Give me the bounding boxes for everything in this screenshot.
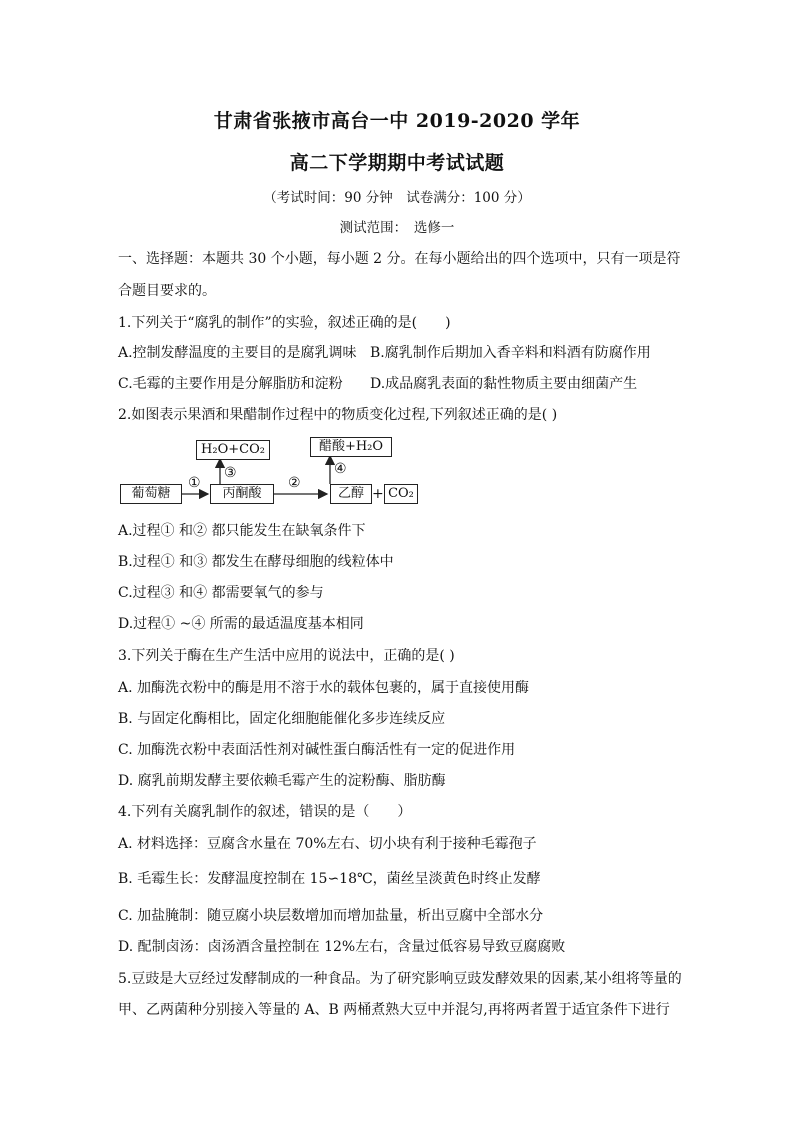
- box-acetic-acid: 醋酸+H₂O: [310, 437, 392, 457]
- box-h2o-co2: H₂O+CO₂: [196, 440, 270, 460]
- q3-option-b: B. 与固定化酶相比，固定化细胞能催化多步连续反应: [118, 711, 446, 727]
- q1-option-d: D.成品腐乳表面的黏性物质主要由细菌产生: [370, 376, 638, 392]
- section-intro-line-1: 一、选择题：本题共 30 个小题，每小题 2 分。在每小题给出的四个选项中，只有一项是符: [118, 251, 681, 267]
- q2-option-c: C.过程③ 和④ 都需要氧气的参与: [118, 585, 324, 601]
- q1-option-a: A.控制发酵温度的主要目的是腐乳调味: [118, 345, 357, 361]
- q2-option-b: B.过程① 和③ 都发生在酵母细胞的线粒体中: [118, 554, 394, 570]
- label-step-4: ④: [334, 461, 347, 477]
- q1-option-c: C.毛霉的主要作用是分解脂肪和淀粉: [118, 376, 343, 392]
- q3-option-d: D. 腐乳前期发酵主要依赖毛霉产生的淀粉酶、脂肪酶: [118, 773, 446, 789]
- box-co2: CO₂: [384, 484, 418, 504]
- exam-info: （考试时间：90 分钟 试卷满分：100 分）: [263, 190, 531, 206]
- q3-option-c: C. 加酶洗衣粉中表面活性剂对碱性蛋白酶活性有一定的促进作用: [118, 742, 516, 758]
- box-ethanol: 乙醇: [330, 484, 372, 504]
- title-line-1: 甘肃省张掖市高台一中 2019-2020 学年: [213, 110, 581, 132]
- plus-sign: +: [372, 486, 384, 502]
- q3-stem: 3.下列关于酶在生产生活中应用的说法中，正确的是( ): [118, 648, 455, 664]
- q5-line-2: 甲、乙两菌种分别接入等量的 A、B 两桶煮熟大豆中并混匀,再将两者置于适宜条件下进行: [118, 1002, 670, 1018]
- q2-stem: 2.如图表示果酒和果醋制作过程中的物质变化过程,下列叙述正确的是( ): [118, 407, 558, 423]
- metabolism-diagram: [120, 434, 420, 508]
- q5-line-1: 5.豆豉是大豆经过发酵制成的一种食品。为了研究影响豆豉发酵效果的因素,某小组将等量的: [118, 971, 682, 987]
- label-step-3: ③: [224, 465, 237, 481]
- q4-stem: 4.下列有关腐乳制作的叙述，错误的是（ ）: [118, 804, 412, 820]
- q3-option-a: A. 加酶洗衣粉中的酶是用不溶于水的载体包裹的，属于直接使用酶: [118, 680, 530, 696]
- q4-option-c: C. 加盐腌制：随豆腐小块层数增加而增加盐量，析出豆腐中全部水分: [118, 908, 544, 924]
- q2-option-d: D.过程① ~④ 所需的最适温度基本相同: [118, 616, 364, 632]
- q2-option-a: A.过程① 和② 都只能发生在缺氧条件下: [118, 523, 366, 539]
- q1-options-row-2: [118, 373, 688, 393]
- label-step-1: ①: [188, 475, 201, 491]
- q1-stem: 1.下列关于“腐乳的制作”的实验，叙述正确的是( ): [118, 315, 451, 331]
- box-glucose: 葡萄糖: [120, 484, 182, 504]
- q1-options-row-1: [118, 342, 688, 362]
- title-line-2: 高二下学期期中考试试题: [289, 152, 505, 174]
- test-scope: 测试范围： 选修一: [339, 220, 455, 236]
- section-intro-line-2: 合题目要求的。: [118, 283, 216, 299]
- q4-option-a: A. 材料选择：豆腐含水量在 70%左右、切小块有利于接种毛霉孢子: [118, 836, 537, 852]
- q4-option-b: B. 毛霉生长：发酵温度控制在 15∽18℃，菌丝呈淡黄色时终止发酵: [118, 871, 541, 887]
- q1-option-b: B.腐乳制作后期加入香辛料和料酒有防腐作用: [370, 345, 651, 361]
- box-pyruvate: 丙酮酸: [210, 484, 274, 504]
- q4-option-d: D. 配制卤汤：卤汤酒含量控制在 12%左右，含量过低容易导致豆腐腐败: [118, 939, 566, 955]
- label-step-2: ②: [288, 475, 301, 491]
